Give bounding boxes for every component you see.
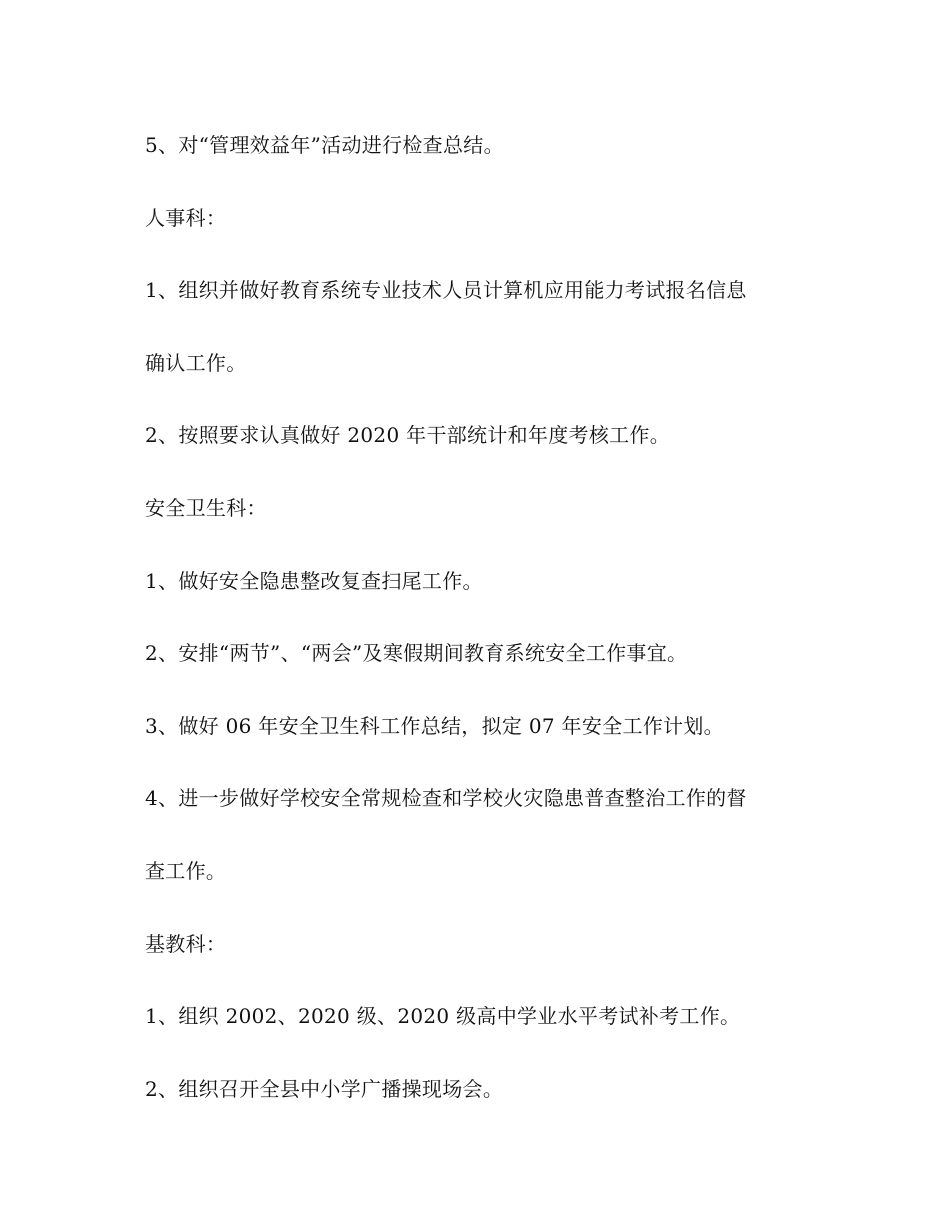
item-computer-exam-registration-cont: 确认工作。 [145,350,247,375]
item-holiday-safety: 2、安排“两节”、“两会”及寒假期间教育系统安全工作事宜。 [145,641,688,666]
document-body [145,121,810,1137]
item-management-year-summary: 5、对“管理效益年”活动进行检查总结。 [145,133,504,157]
section-heading-personnel: 人事科： [145,205,227,230]
item-broadcast-exercise: 2、组织召开全县中小学广播操现场会。 [145,1076,504,1101]
item-safety-inspection: 4、进一步做好学校安全常规检查和学校火灾隐患普查整治工作的督 [145,786,747,811]
item-hazard-rectification: 1、做好安全隐患整改复查扫尾工作。 [145,568,483,593]
item-safety-inspection-cont: 查工作。 [145,858,227,883]
item-cadre-statistics: 2、按照要求认真做好 2020 年干部统计和年度考核工作。 [145,423,671,448]
item-computer-exam-registration: 1、组织并做好教育系统专业技术人员计算机应用能力考试报名信息 [145,278,747,303]
section-heading-basic-education: 基教科： [145,931,227,956]
item-annual-summary: 3、做好 06 年安全卫生科工作总结，拟定 07 年安全工作计划。 [145,713,724,738]
section-heading-safety-health: 安全卫生科： [145,495,267,520]
item-makeup-exam: 1、组织 2002、2020 级、2020 级高中学业水平考试补考工作。 [145,1004,741,1029]
